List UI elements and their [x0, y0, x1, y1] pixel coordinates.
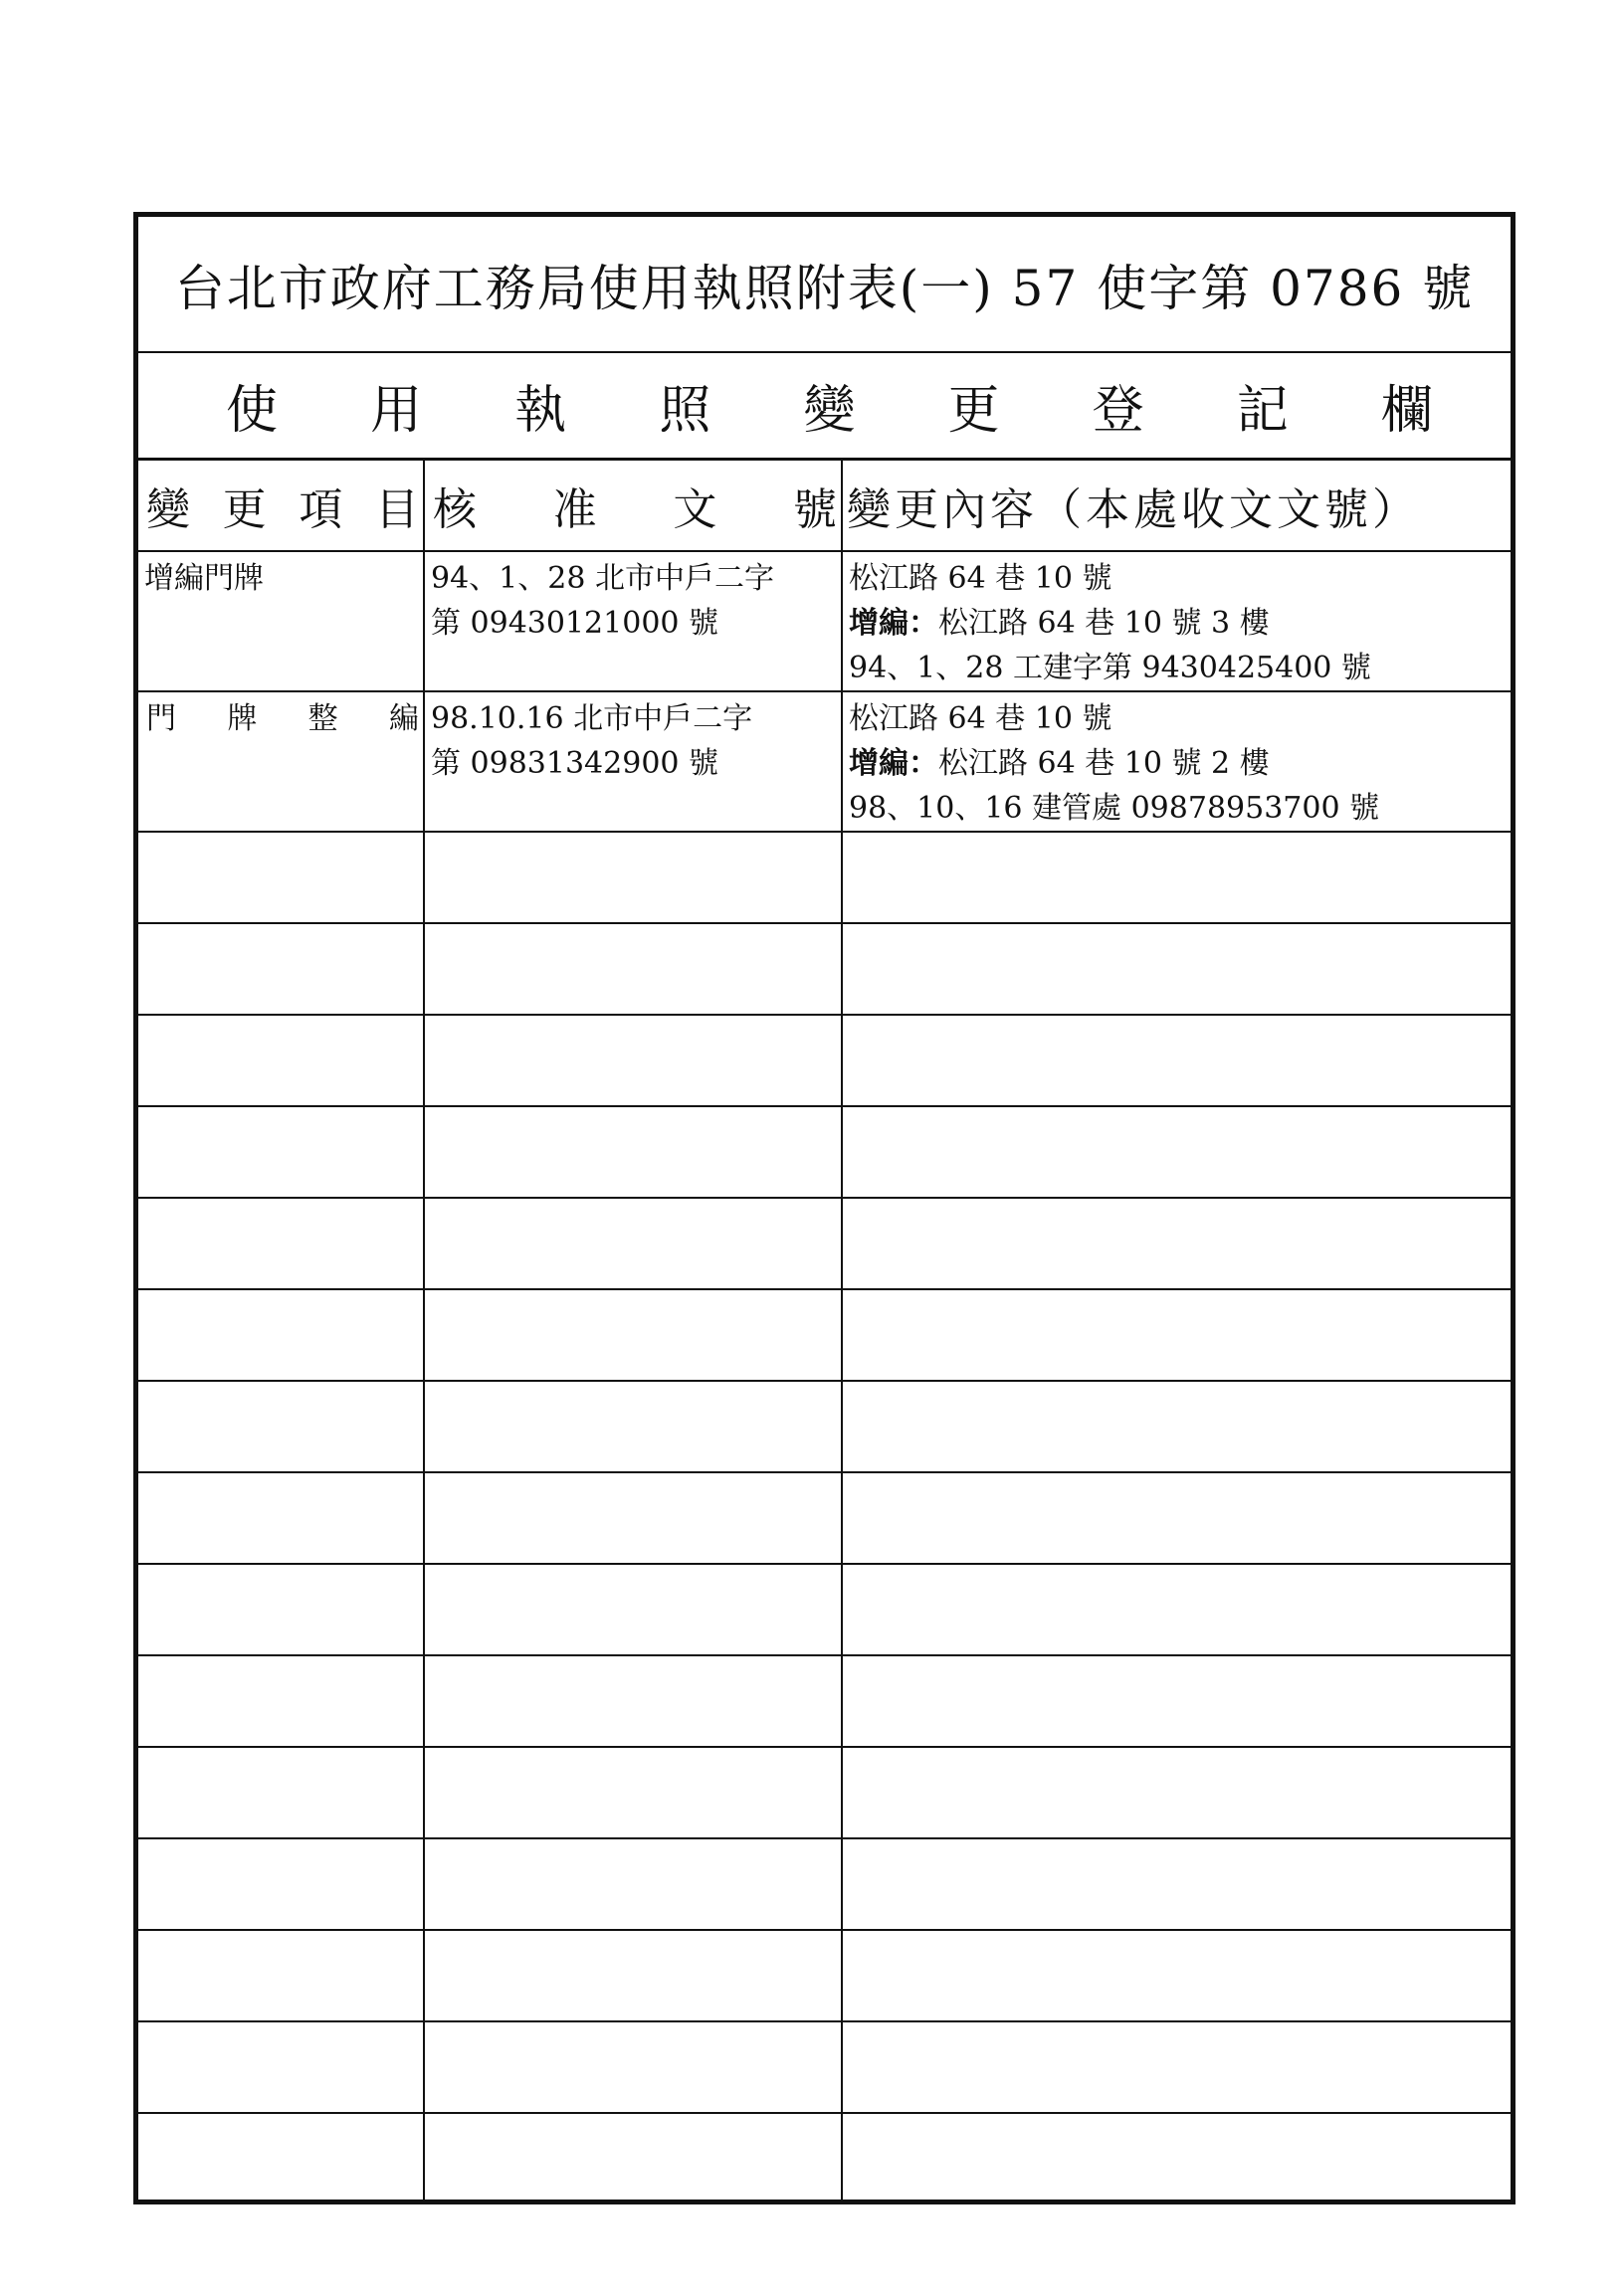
- change-content-cell: [842, 1198, 1511, 1289]
- section-title-char: 欄: [1380, 381, 1433, 441]
- approval-number-cell: [424, 1106, 842, 1198]
- table-row-empty: [138, 1747, 1511, 1838]
- change-content-cell: [842, 1015, 1511, 1106]
- header-change-item: [138, 461, 424, 551]
- table-row-empty: [138, 923, 1511, 1015]
- change-item-cell: [138, 2113, 424, 2204]
- section-title-char: 登: [1092, 381, 1144, 441]
- approval-number-cell: [424, 2113, 842, 2204]
- header-char: 文: [673, 484, 717, 535]
- change-content-cell: [842, 1747, 1511, 1838]
- approval-number-cell: [424, 1289, 842, 1381]
- change-register-table: [138, 461, 1511, 2204]
- header-char: 更: [222, 484, 267, 535]
- change-item-cell: [138, 1198, 424, 1289]
- change-content-cell: [842, 2113, 1511, 2204]
- header-char: 號: [792, 484, 837, 535]
- approval-number-cell: [424, 2021, 842, 2113]
- table-row-empty: [138, 1015, 1511, 1106]
- table-row-empty: [138, 1564, 1511, 1655]
- table-header-row: [138, 461, 1511, 551]
- section-title-char: 記: [1236, 381, 1289, 441]
- table-row-empty: [138, 2113, 1511, 2204]
- table-row-empty: [138, 832, 1511, 923]
- change-content-cell: [842, 1472, 1511, 1564]
- change-item-cell: [138, 2021, 424, 2113]
- change-value: 松江路 64 巷 10 號 3 樓: [938, 606, 1270, 641]
- approval-number-cell: [424, 1381, 842, 1472]
- table-row-empty: [138, 1289, 1511, 1381]
- approval-number-cell: [424, 832, 842, 923]
- item-char: 門: [146, 701, 176, 736]
- change-label: 增編：: [849, 606, 938, 641]
- change-content-cell: [842, 1289, 1511, 1381]
- item-char: 編: [388, 701, 419, 736]
- change-content-cell: [842, 1655, 1511, 1747]
- change-content-cell: [842, 1564, 1511, 1655]
- header-change-content: 變更內容（本處收文文號）: [842, 461, 1511, 551]
- change-item-cell: [138, 1838, 424, 1930]
- change-item-cell: [138, 1381, 424, 1472]
- change-item-cell: [138, 1015, 424, 1106]
- section-title-char: 更: [947, 381, 1000, 441]
- table-row: [138, 691, 1511, 832]
- header-char: 變: [146, 484, 190, 535]
- change-content-cell: [842, 923, 1511, 1015]
- document-title-text: 台北市政府工務局使用執照附表(一) 57 使字第 0786 號: [174, 259, 1475, 317]
- document-title: [138, 217, 1511, 353]
- approval-number-cell: [424, 1472, 842, 1564]
- header-char: 目: [374, 484, 419, 535]
- change-content-cell: [842, 1930, 1511, 2021]
- change-item-cell: [138, 691, 424, 832]
- change-content-cell: [842, 1106, 1511, 1198]
- change-item-cell: [138, 923, 424, 1015]
- change-content-cell: [842, 1381, 1511, 1472]
- approval-number-cell: [424, 1747, 842, 1838]
- table-row-empty: [138, 1472, 1511, 1564]
- change-content-cell: 松江路 64 巷 10 號 增編：松江路 64 巷 10 號 3 樓 94、1、28 工建字第 9430425400 號: [842, 551, 1511, 691]
- table-row-empty: [138, 1930, 1511, 2021]
- item-char: 牌: [227, 701, 258, 736]
- change-item-cell: [138, 1472, 424, 1564]
- section-title-char: 執: [514, 381, 567, 441]
- section-title-char: 使: [226, 381, 279, 441]
- approval-number-cell: [424, 923, 842, 1015]
- approval-number-cell: [424, 1838, 842, 1930]
- change-content-cell: [842, 832, 1511, 923]
- table-row-empty: [138, 1381, 1511, 1472]
- section-title-char: 照: [659, 381, 711, 441]
- item-char: 整: [307, 701, 338, 736]
- change-label: 增編：: [849, 746, 938, 781]
- change-content-cell: [842, 2021, 1511, 2113]
- section-title: [138, 353, 1511, 461]
- table-row-empty: [138, 2021, 1511, 2113]
- table-row: [138, 551, 1511, 691]
- table-row-empty: [138, 1106, 1511, 1198]
- section-title-char: 用: [370, 381, 423, 441]
- change-item-cell: [138, 1289, 424, 1381]
- change-item-cell: [138, 832, 424, 923]
- approval-number-cell: [424, 1015, 842, 1106]
- approval-number-cell: 98.10.16 北市中戶二字 第 09831342900 號: [424, 691, 842, 832]
- change-item-cell: [138, 1106, 424, 1198]
- header-char: 核: [433, 484, 477, 535]
- change-item-cell: [138, 1930, 424, 2021]
- approval-number-cell: [424, 1655, 842, 1747]
- table-row-empty: [138, 1198, 1511, 1289]
- approval-number-cell: [424, 1564, 842, 1655]
- approval-number-cell: [424, 1930, 842, 2021]
- approval-number-cell: [424, 1198, 842, 1289]
- change-item-cell: 增編門牌: [138, 551, 424, 691]
- usage-permit-form: [133, 212, 1515, 2204]
- change-item-cell: [138, 1655, 424, 1747]
- change-content-cell: [842, 1838, 1511, 1930]
- change-item-cell: [138, 1747, 424, 1838]
- change-item-cell: [138, 1564, 424, 1655]
- section-title-char: 變: [803, 381, 856, 441]
- change-value: 松江路 64 巷 10 號 2 樓: [938, 746, 1270, 781]
- table-row-empty: [138, 1838, 1511, 1930]
- header-char: 准: [552, 484, 597, 535]
- table-row-empty: [138, 1655, 1511, 1747]
- approval-number-cell: 94、1、28 北市中戶二字 第 09430121000 號: [424, 551, 842, 691]
- change-content-cell: 松江路 64 巷 10 號 增編：松江路 64 巷 10 號 2 樓 98、10、16 建管處 09878953700 號: [842, 691, 1511, 832]
- header-approval-number: [424, 461, 842, 551]
- header-char: 項: [299, 484, 343, 535]
